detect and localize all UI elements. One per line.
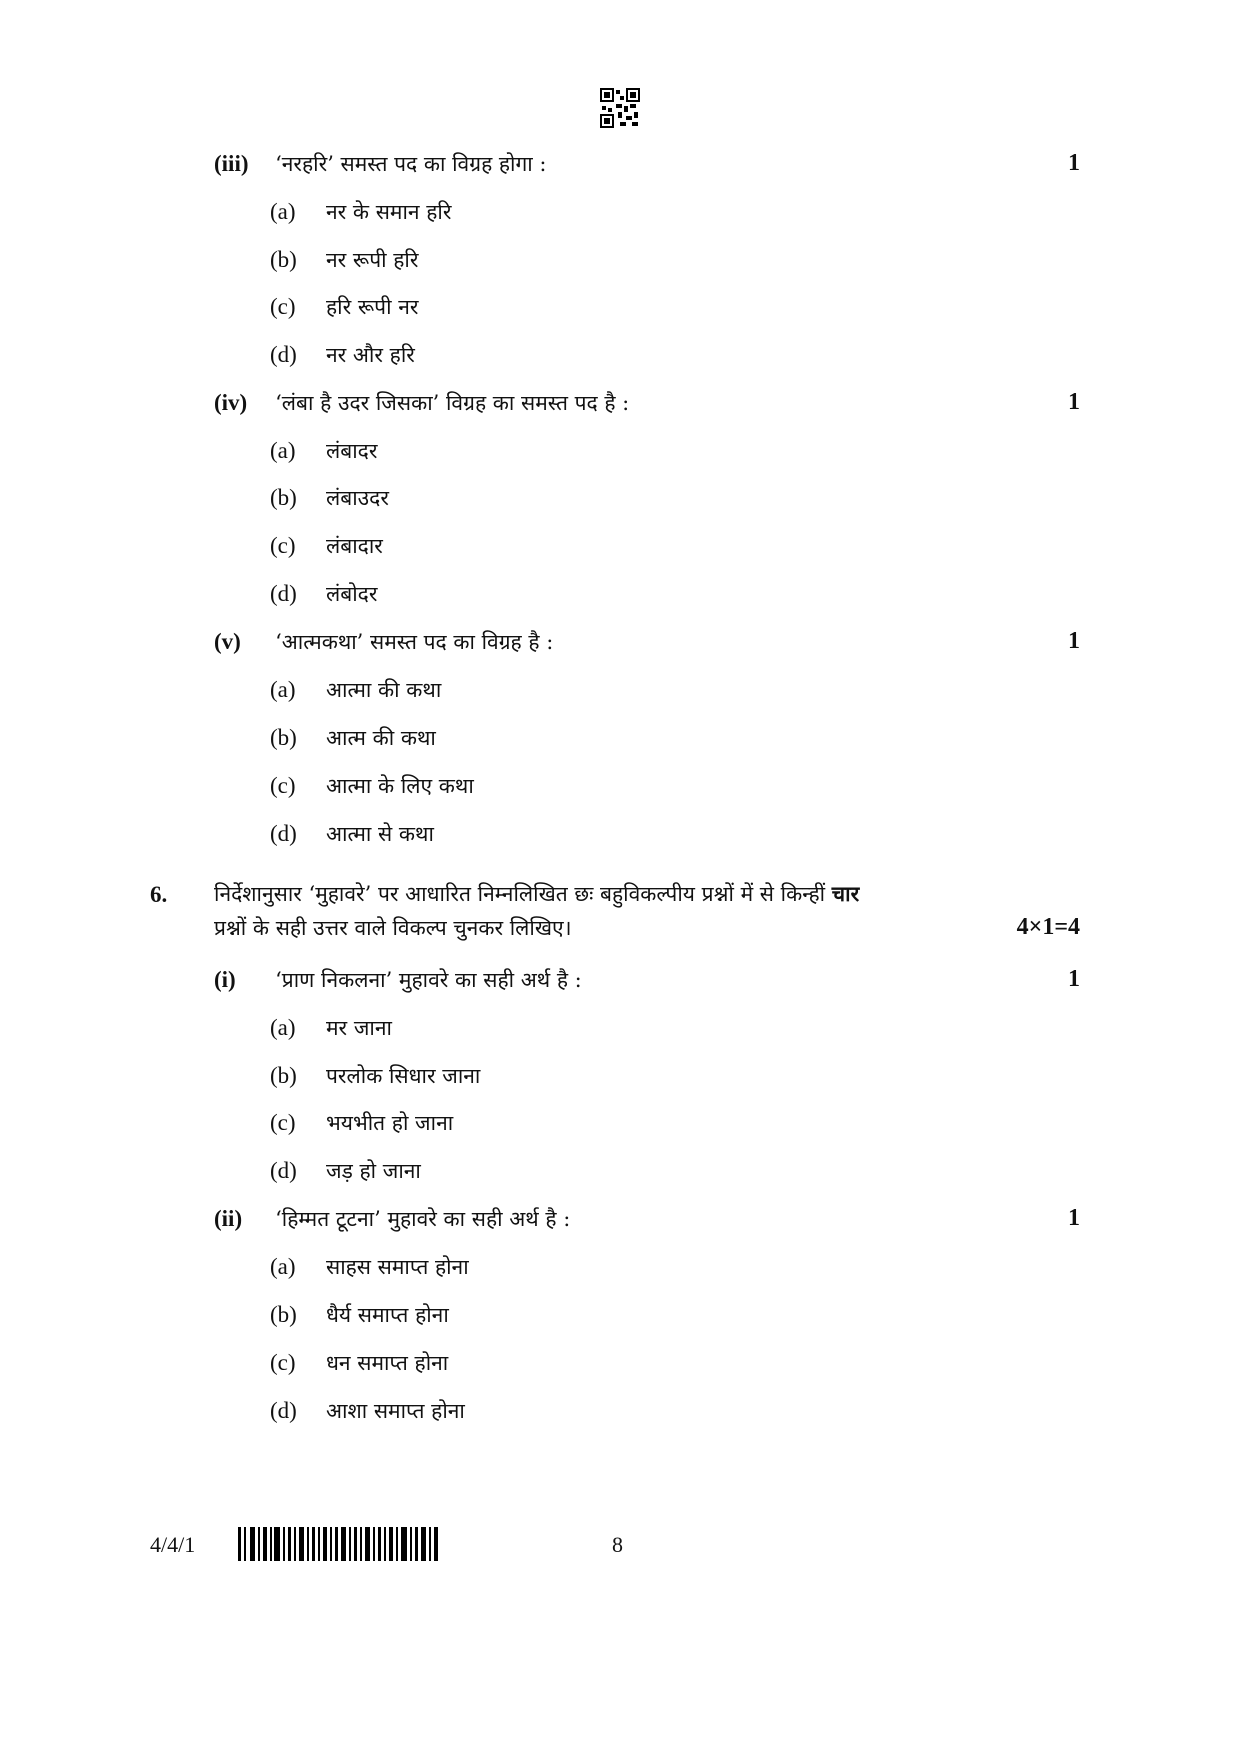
option-c [270,293,418,321]
question-6-line2: प्रश्नों के सही उत्तर वाले विकल्प चुनकर लिखिए। [214,916,572,940]
question-6-marks: 4×1=4 [1016,914,1080,940]
question-v [214,628,553,656]
qr-code-icon [600,88,640,128]
option-label: (a) [270,1015,296,1040]
question-marks: 1 [1068,966,1080,992]
question-marks: 1 [1068,1205,1080,1231]
question-number: (ii) [214,1206,243,1231]
question-text: ‘प्राण निकलना’ मुहावरे का सही अर्थ है : [275,968,582,992]
option-d [270,1157,421,1185]
option-label: (c) [270,294,296,319]
question-text: ‘आत्मकथा’ समस्त पद का विग्रह है : [275,630,554,654]
option-text: लंबोदर [326,582,378,606]
option-c [270,532,383,560]
option-d [270,1397,465,1425]
question-text: ‘नरहरि’ समस्त पद का विग्रह होगा : [275,152,547,176]
option-text: साहस समाप्त होना [326,1255,469,1279]
option-a [270,437,377,465]
option-text: आत्मा से कथा [326,822,434,846]
option-a [270,1014,392,1042]
option-text: भयभीत हो जाना [326,1111,454,1135]
option-text: लंबादार [326,534,383,558]
question-number: (v) [214,629,241,654]
page-number: 8 [612,1532,623,1557]
option-label: (b) [270,1063,297,1088]
option-text: परलोक सिधार जाना [326,1064,481,1088]
option-label: (d) [270,1158,297,1183]
question-marks: 1 [1068,150,1080,176]
option-text: हरि रूपी नर [326,295,419,319]
question-number: (iv) [214,390,248,415]
option-label: (b) [270,485,297,510]
option-label: (c) [270,773,296,798]
option-text: मर जाना [326,1016,392,1040]
question-6-line1 [214,880,859,908]
option-b [270,1301,449,1329]
option-a [270,1253,469,1281]
option-text: आत्म की कथा [326,726,436,750]
question-number: (i) [214,967,236,992]
barcode-icon [238,1527,438,1561]
option-label: (d) [270,581,297,606]
option-a [270,676,441,704]
option-label: (b) [270,247,297,272]
option-label: (a) [270,199,296,224]
question-6-number: 6. [150,882,168,907]
question-number: (iii) [214,151,249,176]
option-text: नर और हरि [326,343,415,367]
option-b [270,724,436,752]
option-d [270,341,415,369]
option-b [270,246,418,274]
option-a [270,198,451,226]
question-iii [214,150,547,178]
option-text: आत्मा के लिए कथा [326,774,474,798]
option-d [270,820,434,848]
option-text: जड़ हो जाना [326,1159,421,1183]
question-6-i [214,966,582,994]
option-text: धन समाप्त होना [326,1351,449,1375]
question-text: ‘हिम्मत टूटना’ मुहावरे का सही अर्थ है : [275,1207,571,1231]
question-6-emphasis: चार [831,881,860,906]
option-label: (a) [270,438,296,463]
option-text: लंबाउदर [326,486,389,510]
option-b [270,1062,480,1090]
question-iv [214,389,629,417]
option-label: (a) [270,1254,296,1279]
option-text: नर के समान हरि [326,200,452,224]
option-b [270,484,389,512]
option-label: (b) [270,725,297,750]
question-6-ii [214,1205,570,1233]
option-text: नर रूपी हरि [326,248,419,272]
option-label: (d) [270,342,297,367]
option-label: (c) [270,1350,296,1375]
question-marks: 1 [1068,389,1080,415]
question-text: ‘लंबा है उदर जिसका’ विग्रह का समस्त पद है : [275,391,630,415]
option-label: (b) [270,1302,297,1327]
question-marks: 1 [1068,628,1080,654]
option-label: (d) [270,1398,297,1423]
option-text: धैर्य समाप्त होना [326,1303,449,1327]
option-c [270,1349,448,1377]
paper-code: 4/4/1 [150,1532,196,1557]
option-text: आशा समाप्त होना [326,1399,465,1423]
option-label: (d) [270,821,297,846]
option-label: (c) [270,1110,296,1135]
option-text: आत्मा की कथा [326,678,442,702]
question-6-text: निर्देशानुसार ‘मुहावरे’ पर आधारित निम्नलिखित छः बहुविकल्पीय प्रश्नों में से किन्हीं [214,882,826,906]
option-label: (a) [270,677,296,702]
option-c [270,1109,453,1137]
option-c [270,772,474,800]
option-text: लंबादर [326,439,378,463]
option-d [270,580,377,608]
option-label: (c) [270,533,296,558]
